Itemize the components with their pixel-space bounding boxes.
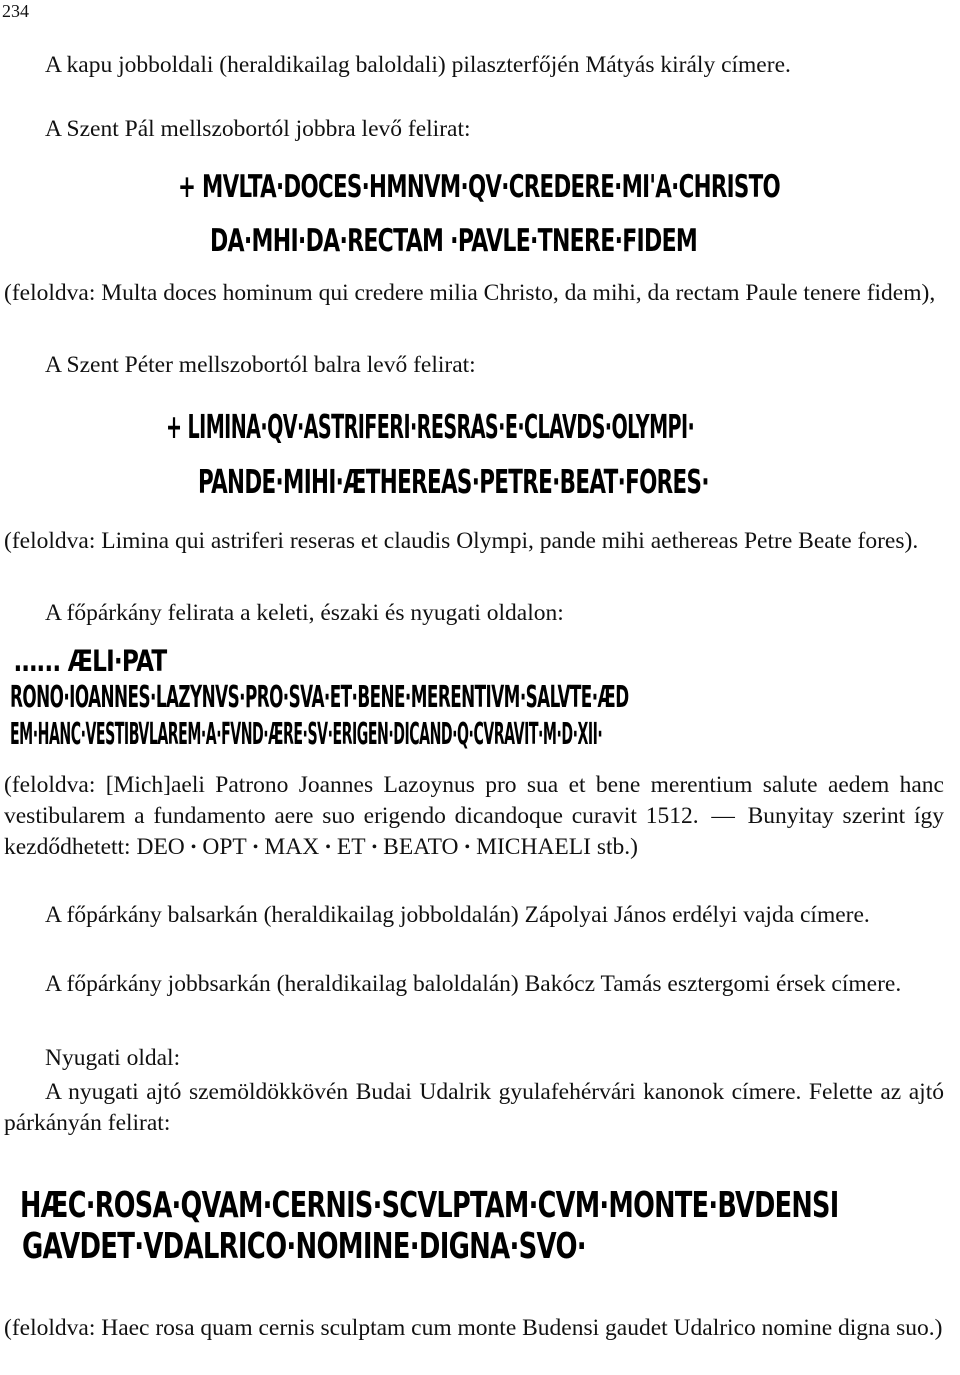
paragraph-paul-resolved: (feloldva: Multa doces hominum qui credere milia Christo, da mihi, da rectam Paule tenere fidem), <box>4 280 936 306</box>
paragraph-bakocz: A főpárkány jobbsarkán (heraldikailag baloldalán) Bakócz Tamás esztergomi érsek címere. <box>45 971 902 997</box>
paragraph-west-resolved: (feloldva: Haec rosa quam cernis sculptam cum monte Budensi gaudet Udalrico nomine digna suo.) <box>4 1315 943 1341</box>
bullet-separator: • <box>325 839 331 856</box>
reconstructed-word: OPT <box>202 834 247 860</box>
reconstructed-word: DEO <box>136 834 185 860</box>
bunyitay-intro: Bunyitay szerint így kezdődhetett: <box>4 803 944 860</box>
bullet-separator: • <box>464 839 471 856</box>
cornice-resolved-text: (feloldva: [Mich]aeli Patrono Joannes Lazoynus pro sua et bene merentium salute aedem hanc vestibularem a fundamento aere suo erigendo dicandoque curavit 1512. <box>4 772 944 829</box>
section-heading-nyugati: Nyugati oldal: <box>45 1045 181 1071</box>
paragraph-cornice-resolved <box>4 770 944 863</box>
inscription-cornice-line-2: RONO·IOANNES·LAZYNVS·PRO·SVA·ET·BENE·MERENTIVM·SALVTE·ÆD <box>10 680 629 715</box>
inscription-west-line-2: GAVDET·VDALRICO·NOMINE·DIGNA·SVO· <box>22 1226 586 1267</box>
paragraph-paul-intro: A Szent Pál mellszobortól jobbra levő felirat: <box>45 116 471 142</box>
stb-end: stb.) <box>596 834 638 860</box>
page-number: 234 <box>2 1 29 21</box>
reconstructed-word: ET <box>336 834 366 860</box>
inscription-paul-line-2: DA·MHI·DA·RECTAM ·PAVLE·TNERE·FIDEM <box>210 223 698 259</box>
reconstructed-word: MICHAELI <box>476 834 591 860</box>
inscription-peter-line-1: + LIMINA·QV·ASTRIFERI·RESRAS·E·CLAVDS·OLYMPI· <box>166 407 695 446</box>
bullet-separator: • <box>252 839 259 856</box>
reconstructed-word: MAX <box>264 834 320 860</box>
paragraph-peter-resolved: (feloldva: Limina qui astriferi reseras et claudis Olympi, pande mihi aethereas Petre Beate fores). <box>4 528 919 554</box>
inscription-peter-line-2: PANDE·MIHI·ÆTHEREAS·PETRE·BEAT·FORES· <box>198 462 709 501</box>
inscription-paul-line-1: + MVLTA·DOCES·HMNVM·QV·CREDERE·MI'A·CHRISTO <box>178 169 780 205</box>
reconstructed-word: BEATO <box>383 834 459 860</box>
bullet-separator: • <box>371 839 378 856</box>
bullet-separator: • <box>190 839 197 856</box>
inscription-cornice-line-3: EM·HANC·VESTIBVLAREM·A·FVND·ÆRE·SV·ERIGEN·DICAND·Q·CVRAVIT·M·D·XII· <box>10 717 603 752</box>
em-dash: — <box>711 803 735 829</box>
inscription-cornice-line-1: …... ÆLI·PAT <box>14 644 167 678</box>
paragraph-cornice-intro: A főpárkány felirata a keleti, északi és nyugati oldalon: <box>45 600 564 626</box>
paragraph-peter-intro: A Szent Péter mellszobortól balra levő felirat: <box>45 352 476 378</box>
paragraph-coat-of-arms-matyas: A kapu jobboldali (heraldikailag baloldali) pilaszterfőjén Mátyás király címere. <box>45 52 791 78</box>
inscription-west-line-1: HÆC·ROSA·QVAM·CERNIS·SCVLPTAM·CVM·MONTE·BVDENSI <box>20 1185 839 1226</box>
paragraph-zapolyai: A főpárkány balsarkán (heraldikailag jobboldalán) Zápolyai János erdélyi vajda címere. <box>45 902 870 928</box>
paragraph-udalrik: A nyugati ajtó szemöldökkövén Budai Udalrik gyulafehérvári kanonok címere. Felette az ajtó párkányán felirat: <box>4 1079 944 1136</box>
